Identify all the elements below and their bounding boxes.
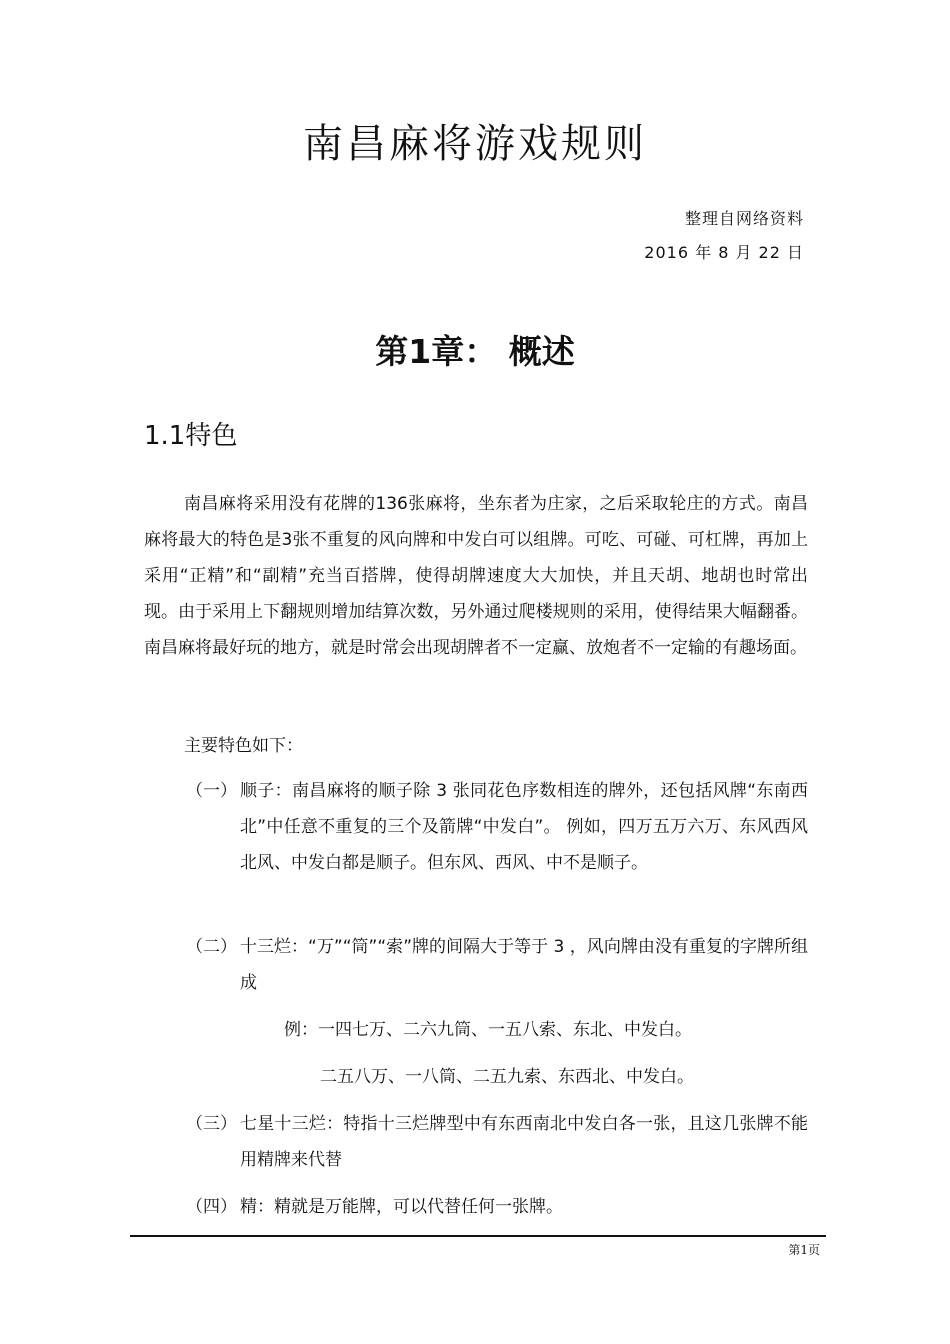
feature-item-text: 十三烂：“万”“筒”“索”牌的间隔大于等于 3 ，风向牌由没有重复的字牌所组成 — [240, 937, 808, 993]
feature-item-text: 七星十三烂：特指十三烂牌型中有东西南北中发白各一张，且这几张牌不能用精牌来代替 — [240, 1114, 808, 1170]
feature-item-label: （二） — [186, 937, 237, 957]
example-line-1: 例：一四七万、二六九筒、一五八索、东北、中发白。 — [284, 1020, 692, 1040]
document-title: 南昌麻将游戏规则 — [303, 121, 647, 167]
page-number: 第1页 — [788, 1243, 820, 1257]
chapter-title: 第1章： 概述 — [375, 332, 575, 371]
feature-item-label: （三） — [186, 1114, 237, 1134]
document-date: 2016 年 8 月 22 日 — [644, 243, 804, 262]
source-note: 整理自网络资料 — [684, 209, 804, 228]
footer-divider — [130, 1235, 826, 1237]
feature-item-text: 精：精就是万能牌，可以代替任何一张牌。 — [240, 1197, 563, 1217]
section-title: 1.1特色 — [144, 421, 238, 451]
feature-item-label: （一） — [186, 781, 237, 801]
feature-item-text: 顺子：南昌麻将的顺子除 3 张同花色序数相连的牌外，还包括风牌“东南西北”中任意不重复的三个及箭牌“中发白”。 例如，四万五万六万、东风西风北风、中发白都是顺子。但东风、西风、中不是顺子。 — [240, 781, 808, 873]
intro-paragraph: 南昌麻将采用没有花牌的136张麻将，坐东者为庄家，之后采取轮庄的方式。南昌麻将最大的特色是3张不重复的风向牌和中发白可以组牌。可吃、可碰、可杠牌，再加上采用“正精”和“副精”充当百搭牌，使得胡牌速度大大加快，并且天胡、地胡也时常出现。由于采用上下翻规则增加结算次数，另外通过爬楼规则的采用，使得结果大幅翻番。南昌麻将最好玩的地方，就是时常会出现胡牌者不一定赢、放炮者不一定输的有趣场面。 — [144, 494, 808, 658]
features-lead: 主要特色如下： — [184, 736, 303, 756]
example-line-2: 二五八万、一八筒、二五九索、东西北、中发白。 — [320, 1067, 694, 1087]
feature-item-label: （四） — [186, 1197, 237, 1217]
